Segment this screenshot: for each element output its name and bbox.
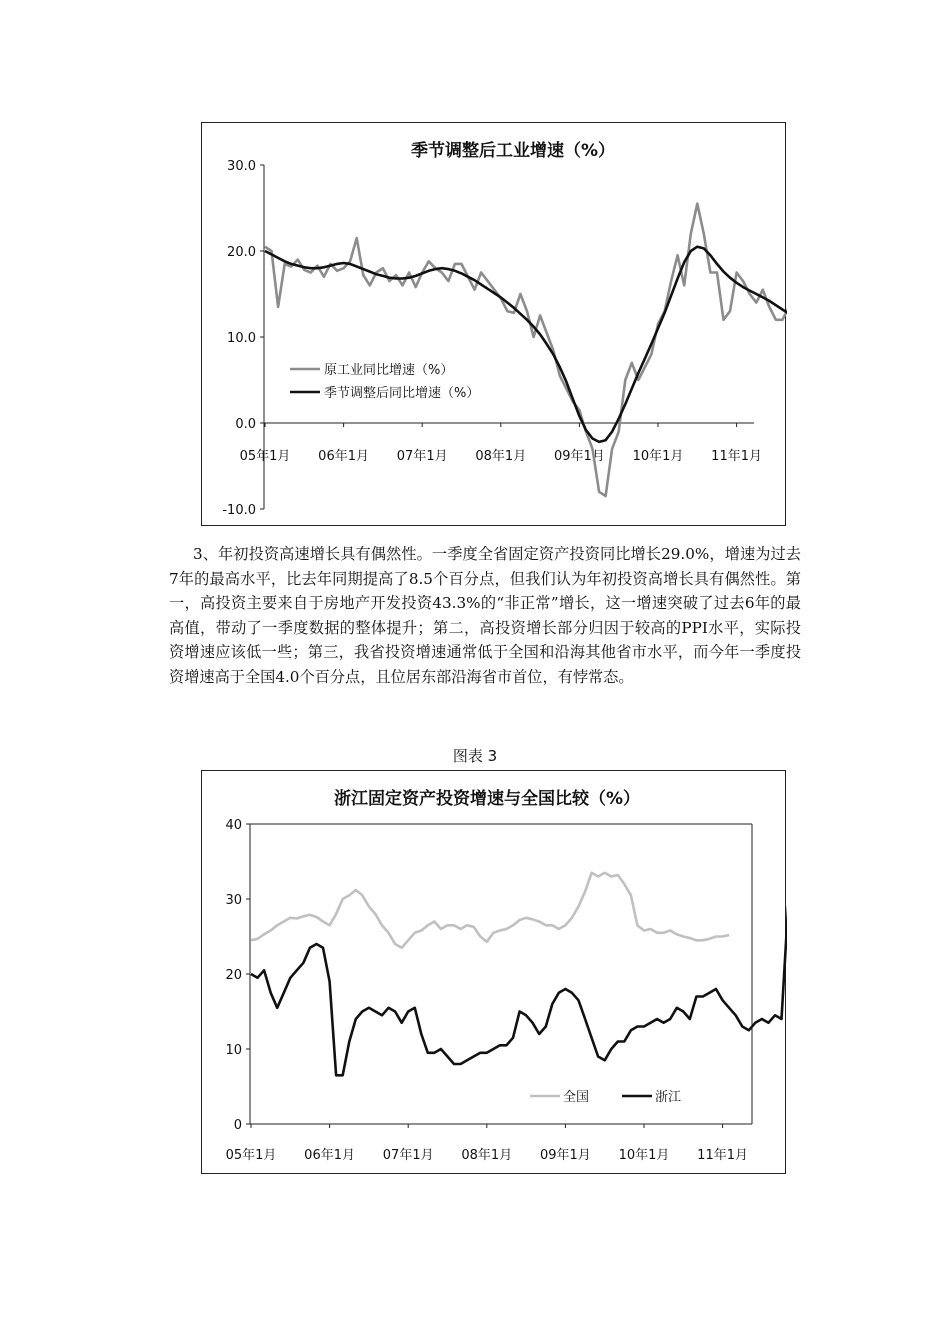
x-tick-label: 10年1月 xyxy=(632,449,684,464)
chart-title: 浙江固定资产投资增速与全国比较（%） xyxy=(333,789,641,809)
series-line-0 xyxy=(251,873,729,948)
figure-label: 图表 3 xyxy=(452,747,498,765)
paragraph-text: 3、年初投资高速增长具有偶然性。一季度全省固定资产投资同比增长29.0%，增速为过去7年的最高水平，比去年同期提高了8.5个百分点，但我们认为年初投资高增长具有偶然性。第一，高投资主要来自于房地产开发投资43.3%的“非正常”增长，这一增速突破了过去6年的最高值，带动了一季度数据的整体提升；第二，高投资增长部分归因于较高的PPI水平，实际投资增速应该低一些；第三，我省投资增速通常低于全国和沿海其他省市水平，而今年一季度投资增速高于全国4.0个百分点，且位居东部沿海省市首位，有悖常态。 xyxy=(169,545,801,686)
y-tick-label: 30.0 xyxy=(227,159,256,174)
y-tick-label: 10.0 xyxy=(227,331,256,346)
x-tick-label: 11年1月 xyxy=(697,1148,749,1163)
legend-label-national: 全国 xyxy=(563,1090,590,1105)
industrial-growth-svg xyxy=(202,123,787,527)
x-tick-label: 09年1月 xyxy=(539,1148,591,1163)
x-tick-label: 09年1月 xyxy=(553,449,605,464)
y-tick-label: 0.0 xyxy=(235,417,256,432)
legend xyxy=(290,362,479,401)
plot-area xyxy=(225,818,787,1163)
x-tick-label: 08年1月 xyxy=(461,1148,513,1163)
x-tick-label: 08年1月 xyxy=(475,449,527,464)
series-line-1 xyxy=(265,247,787,442)
x-tick-label: 10年1月 xyxy=(618,1148,670,1163)
y-tick-label: 40 xyxy=(225,818,242,833)
legend xyxy=(530,1089,681,1105)
x-tick-label: 11年1月 xyxy=(711,449,763,464)
body-paragraph xyxy=(169,542,801,689)
x-tick-label: 05年1月 xyxy=(225,1148,277,1163)
legend-label-raw: 原工业同比增速（%） xyxy=(324,363,454,378)
plot-area xyxy=(222,159,787,518)
legend-label-adjusted: 季节调整后同比增速（%） xyxy=(324,386,480,401)
series-line-1 xyxy=(251,903,787,1076)
x-tick-label: 06年1月 xyxy=(304,1148,356,1163)
chart-title: 季节调整后工业增速（%） xyxy=(410,141,616,161)
y-tick-label: 20 xyxy=(225,968,242,983)
industrial-growth-chart xyxy=(201,122,786,526)
investment-growth-chart xyxy=(201,770,786,1174)
investment-growth-svg xyxy=(202,771,787,1175)
y-tick-label: 20.0 xyxy=(227,245,256,260)
legend-label-zhejiang: 浙江 xyxy=(655,1090,682,1105)
x-tick-label: 07年1月 xyxy=(396,449,448,464)
y-tick-label: 0 xyxy=(233,1118,242,1133)
y-tick-label: 10 xyxy=(225,1043,242,1058)
y-tick-label: 30 xyxy=(225,893,242,908)
x-tick-label: 06年1月 xyxy=(318,449,370,464)
y-tick-label: -10.0 xyxy=(222,503,256,518)
x-tick-label: 05年1月 xyxy=(239,449,291,464)
x-tick-label: 07年1月 xyxy=(382,1148,434,1163)
